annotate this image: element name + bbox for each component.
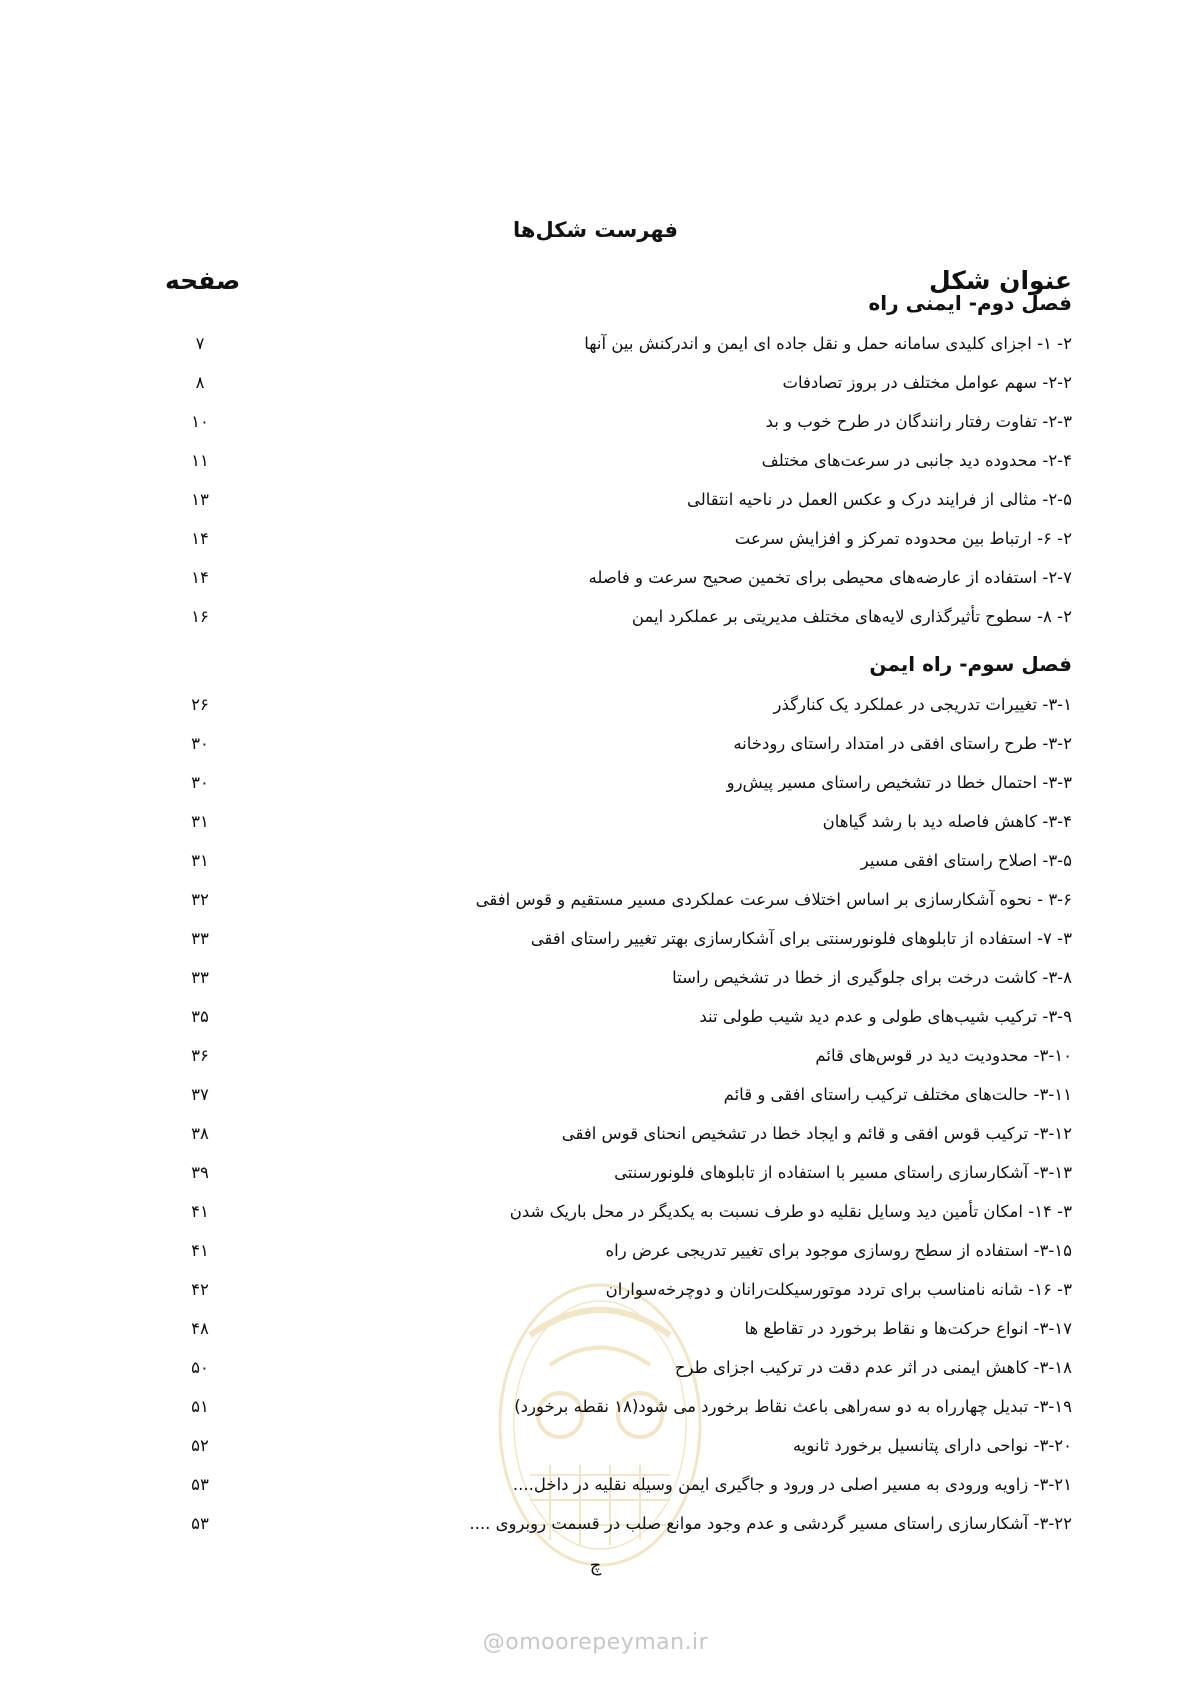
toc-entry-title: ۳-۱- تغییرات تدریجی در عملکرد یک کنارگذر — [773, 695, 1072, 714]
toc-entry-title: ۳-۱۳- آشکارسازی راستای مسیر با استفاده از تابلوهای فلونورسنتی — [614, 1163, 1072, 1182]
toc-entry — [140, 1387, 1072, 1426]
toc-entry-title: ۳-۱۸- کاهش ایمنی در اثر عدم دقت در ترکیب اجزای طرح — [674, 1358, 1072, 1377]
toc-entry-title: ۲-۵- مثالی از فرایند درک و عکس العمل در ناحیه انتقالی — [687, 490, 1072, 509]
toc-entry-title: ۳-۲۰- نواحی دارای پتانسیل برخورد ثانویه — [792, 1436, 1072, 1455]
toc-entry-title: ۳-۱۵- استفاده از سطح روسازی موجود برای تغییر تدریجی عرض راه — [605, 1241, 1072, 1260]
toc-entry-page: ۳۱ — [191, 812, 209, 831]
toc-entry — [140, 997, 1072, 1036]
toc-entry-page: ۵۲ — [191, 1436, 209, 1455]
toc-entry-title: ۲- ۶- ارتباط بین محدوده تمرکز و افزایش سرعت — [734, 529, 1072, 548]
toc-entry — [140, 1153, 1072, 1192]
toc-entry-page: ۱۳ — [191, 490, 209, 509]
toc-entry — [140, 1348, 1072, 1387]
toc-entry-page: ۵۰ — [191, 1358, 209, 1377]
toc-entry-page: ۵۳ — [191, 1475, 209, 1494]
toc-entry-page: ۳۵ — [191, 1007, 209, 1026]
toc-entry-page: ۳۰ — [191, 773, 209, 792]
toc-entry — [140, 1426, 1072, 1465]
toc-entry-title: ۳-۹- ترکیب شیب‌های طولی و عدم دید شیب طولی تند — [699, 1007, 1072, 1026]
toc-entry-title: ۳-۸- کاشت درخت برای جلوگیری از خطا در تشخیص راستا — [672, 968, 1072, 987]
column-header-page: صفحه — [165, 266, 241, 295]
toc-entry-page: ۳۳ — [191, 968, 209, 987]
page-number: چ — [589, 1555, 602, 1576]
toc-entry — [140, 802, 1072, 841]
toc-entry-page: ۱۴ — [191, 529, 209, 548]
toc-entry-title: ۳-۱۰- محدودیت دید در قوس‌های قائم — [815, 1046, 1072, 1065]
chapter-title: فصل دوم- ایمنی راه — [868, 291, 1072, 315]
toc-entry — [140, 402, 1072, 441]
toc-entry-page: ۳۹ — [191, 1163, 209, 1182]
toc-entry — [140, 919, 1072, 958]
toc-entry-title: ۲- ۸- سطوح تأثیرگذاری لایه‌های مختلف مدیریتی بر عملکرد ایمن — [631, 607, 1072, 626]
chapter-section — [140, 282, 1072, 636]
document-title: فهرست شکل‌ها — [513, 218, 678, 242]
toc-entry — [140, 441, 1072, 480]
toc-entry — [140, 763, 1072, 802]
toc-entry — [140, 1504, 1072, 1543]
toc-entry — [140, 363, 1072, 402]
toc-entry-page: ۳۷ — [191, 1085, 209, 1104]
toc-entry — [140, 597, 1072, 636]
toc-entry-page: ۴۸ — [191, 1319, 209, 1338]
toc-entry-title: ۲-۷- استفاده از عارضه‌های محیطی برای تخمین صحیح سرعت و فاصله — [588, 568, 1072, 587]
toc-entry — [140, 1309, 1072, 1348]
toc-entry — [140, 1465, 1072, 1504]
toc-entry-page: ۵۱ — [191, 1397, 209, 1416]
toc-entry-page: ۴۱ — [191, 1241, 209, 1260]
toc-entry-page: ۱۱ — [191, 451, 209, 470]
toc-entry-title: ۳-۱۱- حالت‌های مختلف ترکیب راستای افقی و قائم — [723, 1085, 1072, 1104]
toc-entry-title: ۳- ۱۴- امکان تأمین دید وسایل نقلیه دو طرف نسبت به یکدیگر در محل باریک شدن — [509, 1202, 1072, 1221]
toc-entry-page: ۳۳ — [191, 929, 209, 948]
toc-entry — [140, 1192, 1072, 1231]
toc-entry — [140, 1270, 1072, 1309]
toc-entry-title: ۳-۱۹- تبدیل چهارراه به دو سه‌راهی باعث نقاط برخورد می شود(۱۸ نقطه برخورد) — [514, 1397, 1072, 1416]
toc-entry-title: ۲-۲- سهم عوامل مختلف در بروز تصادفات — [782, 373, 1072, 392]
toc-entry — [140, 1075, 1072, 1114]
toc-entry-title: ۳-۳- احتمال خطا در تشخیص راستای مسیر پیش‌رو — [726, 773, 1072, 792]
toc-entry-title: ۳-۴- کاهش فاصله دید با رشد گیاهان — [822, 812, 1072, 831]
toc-entry-page: ۳۱ — [191, 851, 209, 870]
toc-entry — [140, 558, 1072, 597]
toc-entry-title: ۳-۲۱- زاویه ورودی به مسیر اصلی در ورود و جاگیری ایمن وسیله نقلیه در داخل.... — [512, 1475, 1072, 1494]
toc-entry-page: ۱۴ — [191, 568, 209, 587]
toc-entry-page: ۳۶ — [191, 1046, 209, 1065]
chapter-title: فصل سوم- راه ایمن — [869, 652, 1072, 676]
toc-entry-page: ۵۳ — [191, 1514, 209, 1533]
toc-entry-page: ۸ — [195, 373, 205, 392]
toc-entry-title: ۳-۵- اصلاح راستای افقی مسیر — [860, 851, 1072, 870]
toc-entry-title: ۲-۳- تفاوت رفتار رانندگان در طرح خوب و بد — [765, 412, 1072, 431]
column-header-figure-title: عنوان شکل — [928, 266, 1072, 295]
toc-entry — [140, 1114, 1072, 1153]
toc-entry-page: ۲۶ — [191, 695, 209, 714]
toc-entry-page: ۱۶ — [191, 607, 209, 626]
toc-entry-page: ۳۸ — [191, 1124, 209, 1143]
toc-entry-page: ۴۱ — [191, 1202, 209, 1221]
toc-entry — [140, 519, 1072, 558]
toc-entry-title: ۲-۴- محدوده دید جانبی در سرعت‌های مختلف — [761, 451, 1072, 470]
toc-entry — [140, 880, 1072, 919]
toc-entry-page: ۳۲ — [191, 890, 209, 909]
toc-entry — [140, 724, 1072, 763]
toc-entry-title: ۳-۲۲- آشکارسازی راستای مسیر گردشی و عدم وجود موانع صلب در قسمت روبروی .... — [469, 1514, 1072, 1533]
toc-entry-title: ۲- ۱- اجزای کلیدی سامانه حمل و نقل جاده ای ایمن و اندرکنش بین آنها — [584, 334, 1072, 353]
toc-entry — [140, 685, 1072, 724]
toc-entry-page: ۱۰ — [191, 412, 209, 431]
toc-entry-title: ۳- ۷- استفاده از تابلوهای فلونورسنتی برای آشکارسازی بهتر تغییر راستای افقی — [530, 929, 1072, 948]
toc-entry — [140, 958, 1072, 997]
toc-entry — [140, 1036, 1072, 1075]
toc-entry — [140, 480, 1072, 519]
toc-entry — [140, 1231, 1072, 1270]
toc-entry-title: ۳-۶ - نحوه آشکارسازی بر اساس اختلاف سرعت عملکردی مسیر مستقیم و قوس افقی — [475, 890, 1072, 909]
toc-entry-title: ۳- ۱۶- شانه نامناسب برای تردد موتورسیکلت‌رانان و دوچرخه‌سواران — [605, 1280, 1072, 1299]
toc-entry — [140, 324, 1072, 363]
toc-entry-page: ۳۰ — [191, 734, 209, 753]
toc-entry-title: ۳-۱۷- انواع حرکت‌ها و نقاط برخورد در تقاطع ها — [744, 1319, 1072, 1338]
chapter-section — [140, 643, 1072, 1543]
toc-entry-page: ۴۲ — [191, 1280, 209, 1299]
watermark-site-text: @omoorepeyman.ir — [482, 1630, 709, 1655]
toc-entry-page: ۷ — [195, 334, 205, 353]
toc-entry-title: ۳-۲- طرح راستای افقی در امتداد راستای رودخانه — [733, 734, 1072, 753]
toc-entry-title: ۳-۱۲- ترکیب قوس افقی و قائم و ایجاد خطا در تشخیص انحنای قوس افقی — [561, 1124, 1072, 1143]
toc-entry — [140, 841, 1072, 880]
